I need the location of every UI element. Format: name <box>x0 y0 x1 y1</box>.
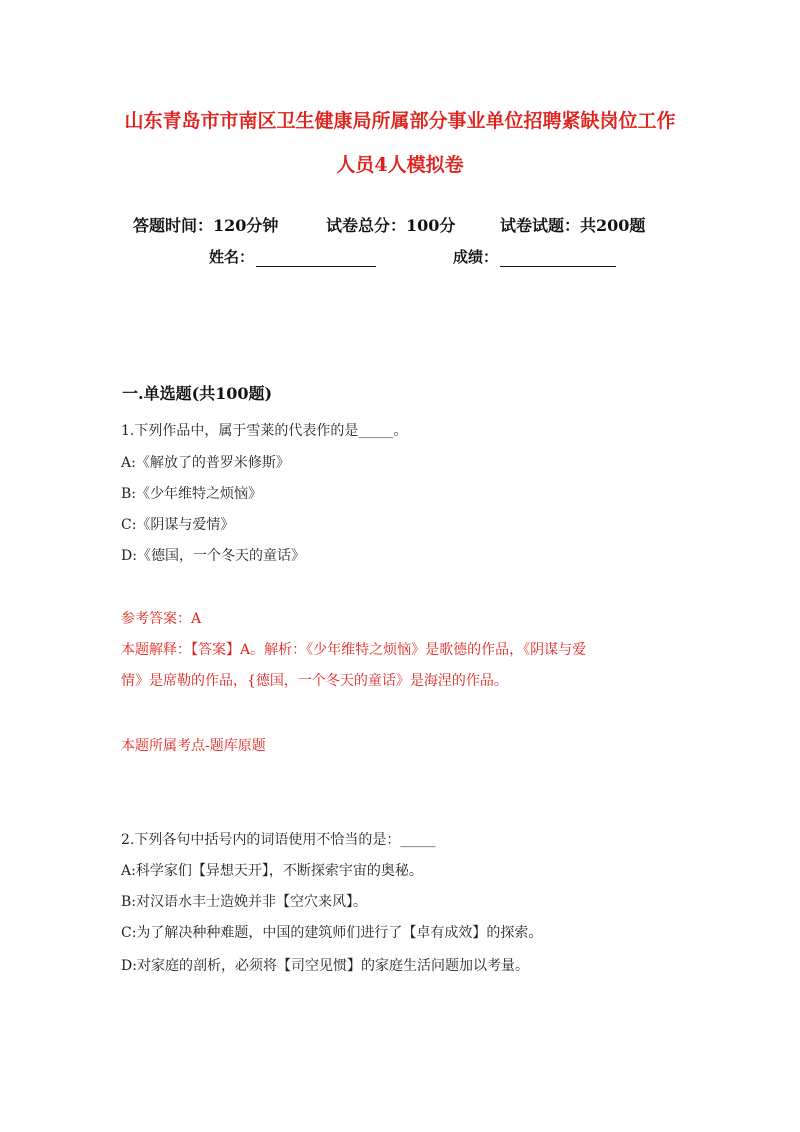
section-heading: 一.单选题(共100题) <box>122 384 273 403</box>
name-field <box>209 246 376 267</box>
question-1-option-b: B:《少年维特之烦恼》 <box>121 486 263 502</box>
question-1-option-c: C:《阴谋与爱情》 <box>121 517 235 533</box>
question-1-option-a: A:《解放了的普罗米修斯》 <box>121 455 290 471</box>
question-1-explanation-line-2: 情》是席勒的作品，{德国，一个冬天的童话》是海涅的作品。 <box>121 673 508 689</box>
exam-time: 答题时间：120分钟 <box>133 216 279 235</box>
score-label: 成绩： <box>453 248 499 266</box>
question-1-option-d: D:《德国，一个冬天的童话》 <box>121 548 305 564</box>
score-field <box>453 246 616 267</box>
question-1-explanation-line-1: 本题解释：【答案】A。解析：《少年维特之烦恼》是歌德的作品，《阴谋与爱 <box>121 642 587 658</box>
question-count: 试卷试题：共200题 <box>500 216 646 235</box>
question-1-source: 本题所属考点-题库原题 <box>121 738 266 754</box>
question-2-option-d: D:对家庭的剖析，必须将【司空见惯】的家庭生活问题加以考量。 <box>121 958 529 974</box>
question-2-option-c: C:为了解决种种难题，中国的建筑师们进行了【卓有成效】的探索。 <box>121 925 543 941</box>
question-1-stem: 1.下列作品中，属于雪莱的代表作的是_____。 <box>121 423 408 439</box>
question-2-option-a: A:科学家们【异想天开】，不断探索宇宙的奥秘。 <box>121 863 423 879</box>
question-2-stem: 2.下列各句中括号内的词语使用不恰当的是：_____ <box>121 832 436 848</box>
document-title-line-1: 山东青岛市市南区卫生健康局所属部分事业单位招聘紧缺岗位工作 <box>124 110 676 132</box>
question-2-option-b: B:对汉语水丰士造娩并非【空穴来风】。 <box>121 894 368 910</box>
name-blank <box>256 250 376 267</box>
name-label: 姓名： <box>209 248 255 266</box>
document-title-line-2: 人员4人模拟卷 <box>336 154 464 176</box>
question-1-answer: 参考答案：A <box>121 611 202 627</box>
score-blank <box>500 250 616 267</box>
total-score: 试卷总分：100分 <box>326 216 456 235</box>
